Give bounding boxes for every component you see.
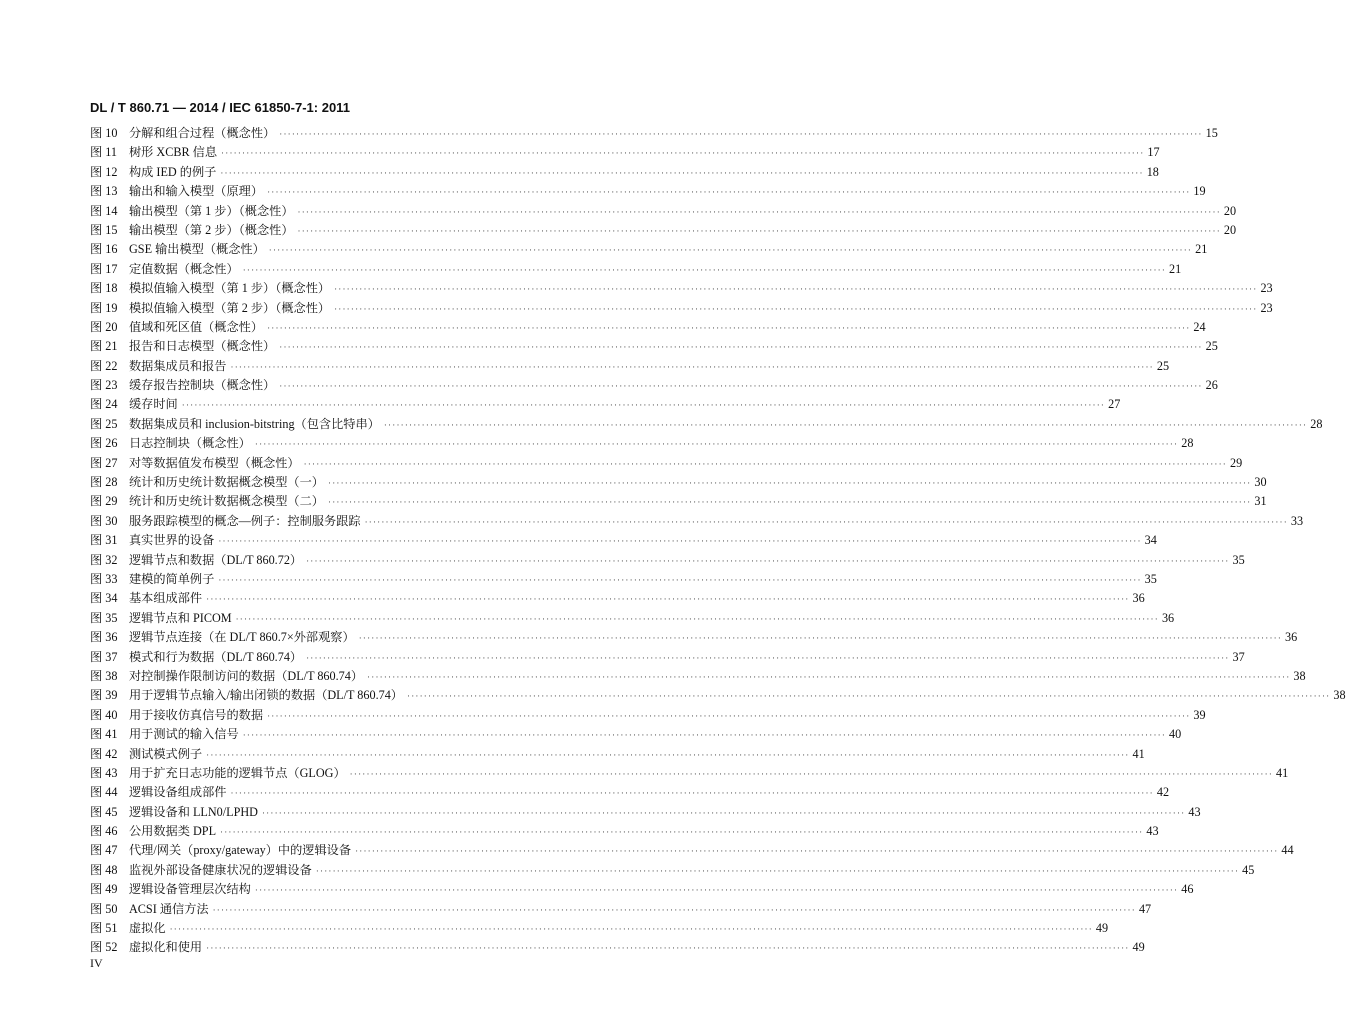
figure-title: 缓存报告控制块（概念性）	[129, 378, 276, 393]
dot-leader: ····························································································································································································································	[267, 322, 1191, 333]
figure-number: 图 15	[90, 222, 118, 237]
page-number: 28	[1181, 436, 1194, 451]
figure-number: 图 45	[90, 804, 118, 819]
dot-leader: ····························································································································································································································	[355, 846, 1279, 857]
dot-leader: ····························································································································································································································	[306, 555, 1230, 566]
toc-entry[interactable]	[90, 240, 1208, 259]
figure-number: 图 32	[90, 552, 118, 567]
figure-title: 测试模式例子	[129, 746, 203, 761]
dot-leader: ····························································································································································································································	[328, 497, 1252, 508]
toc-entry[interactable]	[90, 938, 1145, 957]
dot-leader: ····························································································································································································································	[242, 264, 1167, 275]
figure-number: 图 17	[90, 261, 118, 276]
toc-entry[interactable]	[90, 900, 1152, 919]
dot-leader: ····························································································································································································································	[297, 225, 1221, 236]
page-number: 28	[1310, 416, 1323, 431]
dot-leader: ····························································································································································································································	[206, 594, 1130, 605]
figure-title: 逻辑节点和 PICOM	[129, 610, 232, 625]
figure-number: 图 21	[90, 339, 118, 354]
figure-title: 树形 XCBR 信息	[129, 145, 218, 160]
figure-number: 图 39	[90, 688, 118, 703]
dot-leader: ····························································································································································································································	[218, 536, 1142, 547]
dot-leader: ····························································································································································································································	[279, 129, 1203, 139]
figure-number: 图 37	[90, 649, 118, 664]
figure-title: 缓存时间	[129, 397, 178, 412]
page-number: 35	[1144, 571, 1157, 586]
figure-title: 用于接收仿真信号的数据	[129, 707, 264, 722]
page-number: 44	[1281, 843, 1294, 858]
toc-entry[interactable]	[90, 589, 1145, 608]
figure-number: 图 46	[90, 824, 118, 839]
page-number: 23	[1260, 281, 1273, 296]
toc-entry[interactable]	[90, 609, 1175, 628]
figure-number: 图 43	[90, 765, 118, 780]
dot-leader: ····························································································································································································································	[306, 652, 1230, 663]
dot-leader: ····························································································································································································································	[267, 187, 1191, 198]
page-number: 19	[1193, 184, 1206, 199]
figure-title: 模拟值输入模型（第 1 步）（概念性）	[129, 281, 331, 296]
toc-entry[interactable]	[90, 473, 1267, 492]
figure-number: 图 42	[90, 746, 118, 761]
figure-title: 建模的简单例子	[129, 571, 215, 586]
figure-number: 图 49	[90, 882, 118, 897]
page-number: 17	[1147, 145, 1160, 160]
figure-title: 虚拟化和使用	[129, 940, 203, 955]
figure-list	[90, 124, 1346, 958]
figure-title: 统计和历史统计数据概念模型（一）	[129, 475, 324, 490]
toc-entry[interactable]	[90, 531, 1157, 550]
dot-leader: ····························································································································································································································	[221, 148, 1145, 159]
toc-entry[interactable]	[90, 124, 1218, 143]
page-number: 36	[1132, 591, 1145, 606]
dot-leader: ····························································································································································································································	[297, 206, 1221, 217]
page-number: 39	[1193, 707, 1206, 722]
dot-leader: ····························································································································································································································	[212, 904, 1136, 915]
page-number: 42	[1156, 785, 1170, 800]
dot-leader: ····························································································································································································································	[230, 361, 1154, 372]
dot-leader: ····························································································································································································································	[220, 167, 1144, 178]
figure-number: 图 19	[90, 300, 118, 315]
dot-leader: ····························································································································································································································	[206, 749, 1130, 760]
figure-number: 图 12	[90, 164, 118, 179]
toc-entry[interactable]	[90, 861, 1255, 880]
page-number: 38	[1333, 688, 1346, 703]
figure-title: 服务跟踪模型的概念—例子：控制服务跟踪	[129, 513, 361, 528]
dot-leader: ····························································································································································································································	[254, 439, 1179, 450]
toc-entry[interactable]	[90, 163, 1159, 182]
figure-number: 图 51	[90, 921, 118, 936]
figure-number: 图 30	[90, 513, 118, 528]
page-number: 29	[1229, 455, 1243, 470]
figure-title: 逻辑设备管理层次结构	[129, 882, 251, 897]
toc-entry[interactable]	[90, 628, 1298, 647]
page-number: 47	[1138, 901, 1152, 916]
figure-title: 逻辑设备和 LLN0/LPHD	[129, 804, 258, 819]
figure-title: 报告和日志模型（概念性）	[129, 339, 276, 354]
dot-leader: ····························································································································································································································	[364, 516, 1288, 527]
figure-number: 图 44	[90, 785, 118, 800]
toc-entry[interactable]	[90, 260, 1182, 279]
dot-leader: ····························································································································································································································	[181, 400, 1106, 411]
toc-entry[interactable]	[90, 880, 1194, 899]
figure-number: 图 18	[90, 281, 118, 296]
page-number: 15	[1205, 126, 1218, 140]
figure-title: 逻辑节点和数据（DL/T 860.72）	[129, 552, 303, 567]
toc-entry[interactable]	[90, 395, 1121, 414]
toc-entry[interactable]	[90, 299, 1273, 318]
figure-title: 逻辑设备组成部件	[129, 785, 227, 800]
dot-leader: ····························································································································································································································	[279, 381, 1203, 392]
page-number: 21	[1195, 242, 1208, 257]
page-number-footer: IV	[90, 956, 103, 970]
page-number: 18	[1146, 164, 1159, 179]
figure-number: 图 36	[90, 630, 118, 645]
page-number: 23	[1260, 300, 1273, 315]
dot-leader: ····························································································································································································································	[383, 419, 1308, 430]
dot-leader: ····························································································································································································································	[242, 730, 1167, 741]
figure-number: 图 23	[90, 378, 118, 393]
standard-code-header	[90, 100, 350, 115]
figure-title: 代理/网关（proxy/gateway）中的逻辑设备	[129, 843, 352, 858]
page-number: 35	[1232, 552, 1245, 567]
toc-entry[interactable]	[90, 745, 1145, 764]
dot-leader: ····························································································································································································································	[206, 943, 1130, 954]
figure-title: GSE 输出模型（概念性）	[129, 242, 265, 257]
figure-title: ACSI 通信方法	[129, 901, 209, 916]
toc-entry[interactable]	[90, 841, 1294, 860]
page-number: 21	[1169, 261, 1182, 276]
dot-leader: ····························································································································································································································	[334, 303, 1258, 314]
figure-number: 图 20	[90, 319, 118, 334]
figure-number: 图 27	[90, 455, 118, 470]
toc-entry[interactable]	[90, 492, 1267, 511]
toc-entry[interactable]	[90, 357, 1170, 376]
toc-entry[interactable]	[90, 570, 1157, 589]
toc-entry[interactable]	[90, 648, 1245, 667]
page-number: 45	[1242, 862, 1255, 877]
toc-entry[interactable]	[90, 182, 1206, 201]
figure-title: 用于扩充日志功能的逻辑节点（GLOG）	[129, 765, 346, 780]
dot-leader: ····························································································································································································································	[254, 885, 1179, 896]
dot-leader: ····························································································································································································································	[235, 613, 1159, 624]
figure-title: 模式和行为数据（DL/T 860.74）	[129, 649, 303, 664]
figure-title: 真实世界的设备	[129, 533, 215, 548]
toc-entry[interactable]	[90, 202, 1237, 221]
dot-leader: ····························································································································································································································	[315, 865, 1240, 876]
toc-entry[interactable]	[90, 337, 1218, 356]
figure-number: 图 13	[90, 184, 118, 199]
figure-number: 图 34	[90, 591, 118, 606]
dot-leader: ····························································································································································································································	[220, 827, 1144, 838]
toc-entry[interactable]	[90, 434, 1194, 453]
page-number: 31	[1254, 494, 1267, 509]
figure-number: 图 50	[90, 901, 118, 916]
toc-entry[interactable]	[90, 686, 1346, 705]
figure-title: 数据集成员和报告	[129, 358, 227, 373]
figure-title: 监视外部设备健康状况的逻辑设备	[129, 862, 312, 877]
figure-number: 图 22	[90, 358, 118, 373]
dot-leader: ····························································································································································································································	[367, 671, 1291, 682]
page-number: 27	[1108, 397, 1121, 412]
toc-entry[interactable]	[90, 512, 1304, 531]
figure-number: 图 16	[90, 242, 118, 257]
figure-number: 图 26	[90, 436, 118, 451]
dot-leader: ····························································································································································································································	[334, 284, 1258, 295]
toc-entry[interactable]	[90, 667, 1306, 686]
toc-entry[interactable]	[90, 764, 1289, 783]
page-number: 36	[1285, 630, 1298, 645]
figure-number: 图 35	[90, 610, 118, 625]
toc-entry[interactable]	[90, 919, 1109, 938]
page-number: 25	[1156, 358, 1170, 373]
figure-title: 构成 IED 的例子	[129, 164, 217, 179]
figure-number: 图 41	[90, 727, 118, 742]
dot-leader: ····························································································································································································································	[267, 710, 1191, 721]
toc-entry[interactable]	[90, 376, 1218, 395]
dot-leader: ····························································································································································································································	[303, 458, 1227, 469]
page-number: 34	[1144, 533, 1157, 548]
dot-leader: ····························································································································································································································	[218, 574, 1142, 585]
figure-title: 统计和历史统计数据概念模型（二）	[129, 494, 324, 509]
dot-leader: ····························································································································································································································	[279, 342, 1203, 353]
dot-leader: ····························································································································································································································	[328, 478, 1252, 489]
figure-title: 虚拟化	[129, 921, 166, 936]
toc-entry[interactable]	[90, 706, 1206, 725]
figure-title: 值域和死区值（概念性）	[129, 319, 264, 334]
page-number: 24	[1193, 319, 1206, 334]
figure-title: 日志控制块（概念性）	[129, 436, 251, 451]
toc-entry[interactable]	[90, 803, 1201, 822]
dot-leader: ····························································································································································································································	[169, 924, 1093, 935]
figure-title: 用于测试的输入信号	[129, 727, 239, 742]
figure-title: 用于逻辑节点输入/输出闭锁的数据（DL/T 860.74）	[129, 688, 403, 703]
figure-title: 公用数据类 DPL	[129, 824, 217, 839]
figure-number: 图 28	[90, 475, 118, 490]
figure-title: 对控制操作限制访问的数据（DL/T 860.74）	[129, 668, 364, 683]
figure-title: 模拟值输入模型（第 2 步）（概念性）	[129, 300, 331, 315]
dot-leader: ····························································································································································································································	[349, 768, 1274, 779]
figure-number: 图 33	[90, 571, 118, 586]
toc-entry[interactable]	[90, 725, 1182, 744]
page-number: 37	[1232, 649, 1245, 664]
figure-title: 输出模型（第 2 步）（概念性）	[129, 222, 294, 237]
figure-number: 图 52	[90, 940, 118, 955]
toc-entry[interactable]	[90, 279, 1273, 298]
figure-number: 图 40	[90, 707, 118, 722]
page-number: 49	[1095, 921, 1109, 936]
standard-code: DL / T 860.71 — 2014 / IEC 61850-7-1: 2011	[90, 100, 350, 115]
figure-number: 图 38	[90, 668, 118, 683]
page-number: 36	[1161, 610, 1175, 625]
figure-title: 对等数据值发布模型（概念性）	[129, 455, 300, 470]
toc-entry[interactable]	[90, 454, 1243, 473]
dot-leader: ····························································································································································································································	[268, 245, 1193, 256]
figure-title: 数据集成员和 inclusion-bitstring（包含比特串）	[129, 416, 380, 431]
page-number: 25	[1205, 339, 1218, 354]
dot-leader: ····························································································································································································································	[407, 691, 1331, 702]
dot-leader: ····························································································································································································································	[230, 788, 1154, 799]
page-number: 40	[1169, 727, 1182, 742]
page-number: 43	[1146, 824, 1159, 839]
figure-title: 逻辑节点连接（在 DL/T 860.7×外部观察）	[129, 630, 355, 645]
dot-leader: ····························································································································································································································	[358, 633, 1283, 644]
figure-number: 图 31	[90, 533, 118, 548]
figure-title: 基本组成部件	[129, 591, 203, 606]
page-number: 20	[1223, 203, 1237, 218]
toc-entry[interactable]	[90, 783, 1170, 802]
figure-number: 图 10	[90, 126, 118, 140]
figure-number: 图 14	[90, 203, 118, 218]
toc-entry[interactable]	[90, 221, 1237, 240]
page-number: 33	[1290, 513, 1304, 528]
toc-entry[interactable]	[90, 551, 1245, 570]
dot-leader: ····························································································································································································································	[261, 807, 1186, 818]
page-number: 41	[1276, 765, 1289, 780]
figure-title: 定值数据（概念性）	[129, 261, 239, 276]
page-number: 20	[1223, 222, 1237, 237]
toc-entry[interactable]	[90, 318, 1206, 337]
toc-entry[interactable]	[90, 822, 1159, 841]
figure-number: 图 11	[90, 145, 117, 160]
page-number: 41	[1132, 746, 1145, 761]
page-number: 49	[1132, 940, 1145, 955]
page-number: 46	[1181, 882, 1194, 897]
page-number: 30	[1254, 475, 1267, 490]
page-number: 38	[1293, 668, 1306, 683]
figure-title: 分解和组合过程（概念性）	[129, 126, 276, 140]
figure-number: 图 48	[90, 862, 118, 877]
figure-title: 输出和输入模型（原理）	[129, 184, 264, 199]
page-number: 26	[1205, 378, 1218, 393]
toc-entry[interactable]	[90, 143, 1160, 162]
figure-title: 输出模型（第 1 步）（概念性）	[129, 203, 294, 218]
page-number: 43	[1188, 804, 1201, 819]
figure-number: 图 25	[90, 416, 118, 431]
figure-number: 图 24	[90, 397, 118, 412]
figure-number: 图 47	[90, 843, 118, 858]
figure-number: 图 29	[90, 494, 118, 509]
toc-entry[interactable]	[90, 415, 1323, 434]
